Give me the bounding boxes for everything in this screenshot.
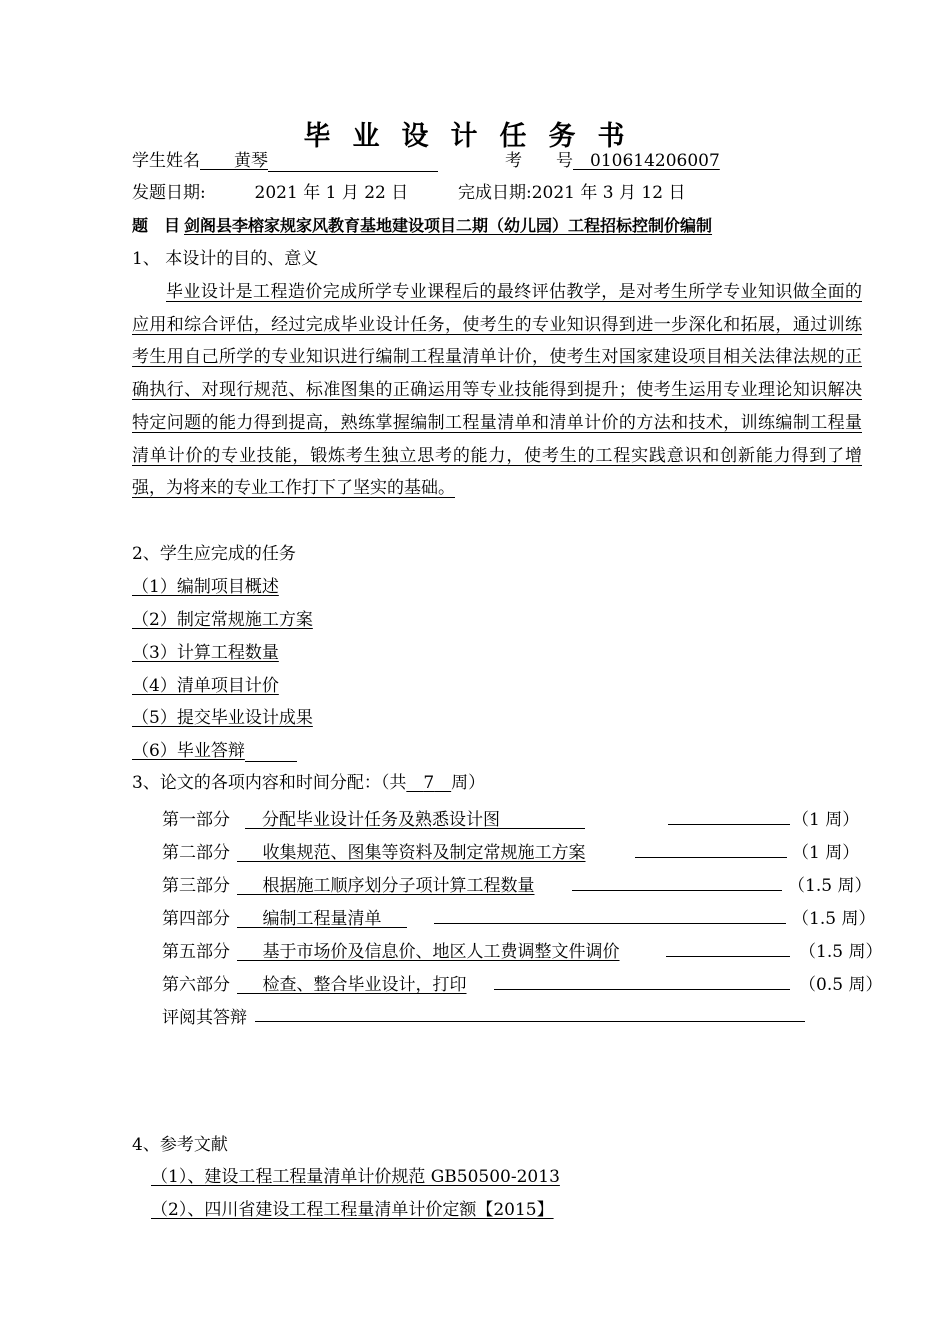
reference-item: （2）、四川省建设工程工程量清单计价定额【2015】 — [151, 1200, 554, 1220]
finish-date-label: 完成日期: — [458, 183, 532, 203]
section4-heading: 4、参考文献 — [132, 1135, 228, 1155]
document-title: 毕业设计任务书 — [303, 121, 647, 152]
task-item: （3）计算工程数量 — [132, 643, 279, 663]
part-fill-rule — [635, 857, 787, 858]
part-fill-rule — [572, 890, 782, 891]
part-label: 第三部分 — [162, 876, 230, 896]
task-item: （2）制定常规施工方案 — [132, 610, 313, 630]
issue-date-value: 2021 年 1 月 22 日 — [254, 183, 409, 203]
section3-heading-prefix: 3、论文的各项内容和时间分配：（共 — [132, 773, 407, 793]
reference-item: （1）、建设工程工程量清单计价规范 GB50500-2013 — [151, 1167, 560, 1187]
student-id-value: 010614206007 — [590, 151, 720, 171]
finish-date-value: 2021 年 3 月 12 日 — [531, 183, 686, 203]
part-task: 根据施工顺序划分子项计算工程数量 — [262, 876, 535, 896]
task-item: （5）提交毕业设计成果 — [132, 708, 313, 728]
part-task: 编制工程量清单 — [262, 909, 382, 929]
part-label: 第六部分 — [162, 975, 230, 995]
student-id-label: 考 号 — [505, 151, 573, 171]
part-label: 第二部分 — [162, 843, 230, 863]
part-duration: （1 周） — [792, 843, 860, 863]
part-label: 第四部分 — [162, 909, 230, 929]
issue-date-label: 发题日期: — [132, 183, 206, 203]
part-label: 第五部分 — [162, 942, 230, 962]
part-task: 基于市场价及信息价、地区人工费调整文件调价 — [262, 942, 620, 962]
part-duration: （1.5 周） — [792, 909, 876, 929]
topic-row — [132, 215, 712, 237]
issue-date-row — [132, 182, 408, 204]
task-item: （1）编制项目概述 — [132, 577, 279, 597]
name-underline — [268, 154, 438, 172]
topic-label: 题 目 — [132, 216, 181, 235]
part-duration: （1.5 周） — [799, 942, 883, 962]
review-fill-rule — [255, 1021, 805, 1022]
part-fill-rule — [494, 989, 790, 990]
section3-heading — [132, 772, 485, 794]
task-item-last: （6）毕业答辩 — [132, 740, 297, 762]
part-fill-rule — [666, 956, 790, 957]
section1-paragraph: 毕业设计是工程造价完成所学专业课程后的最终评估教学，是对考生所学专业知识做全面的应用和综合评估，经过完成毕业设计任务，使考生的专业知识得到进一步深化和拓展，通过训练考生用自己所学的专业知识进行编制工程量清单计价，使考生对国家建设项目相关法律法规的正确执行、对现行规范、标准图集的正确运用等专业技能得到提升；使考生运用专业理论知识解决特定问题的能力得到提高，熟练掌握编制工程量清单和清单计价的方法和技术，训练编制工程量清单计价的专业技能，锻炼考生独立思考的能力，使考生的工程实践意识和创新能力得到了增强，为将来的专业工作打下了坚实的基础。 — [132, 282, 862, 499]
part-task: 收集规范、图集等资料及制定常规施工方案 — [262, 843, 586, 863]
part-duration: （1 周） — [792, 810, 860, 830]
part-task: 分配毕业设计任务及熟悉设计图 — [262, 810, 500, 830]
student-name-value: 黄琴 — [234, 151, 268, 171]
review-label: 评阅其答辩 — [162, 1008, 247, 1028]
finish-date-row — [458, 182, 685, 204]
section2-heading: 2、学生应完成的任务 — [132, 544, 296, 564]
part-duration: （0.5 周） — [799, 975, 883, 995]
student-name-label: 学生姓名 — [132, 151, 200, 171]
student-name-row — [132, 150, 438, 172]
weeks-total: 7 — [423, 773, 435, 793]
section3-heading-suffix: 周） — [451, 773, 486, 793]
part-duration: （1.5 周） — [788, 876, 872, 896]
part-label: 第一部分 — [162, 810, 230, 830]
topic-text: 剑阁县李榕家规家风教育基地建设项目二期（幼儿园）工程招标控制价编制 — [184, 216, 713, 235]
student-id-row — [505, 150, 720, 172]
section1-heading: 1、 本设计的目的、意义 — [132, 249, 319, 269]
part-fill-rule — [668, 824, 790, 825]
part-task: 检查、整合毕业设计，打印 — [262, 975, 467, 995]
part-fill-rule — [434, 923, 786, 924]
task-item: （4）清单项目计价 — [132, 676, 279, 696]
